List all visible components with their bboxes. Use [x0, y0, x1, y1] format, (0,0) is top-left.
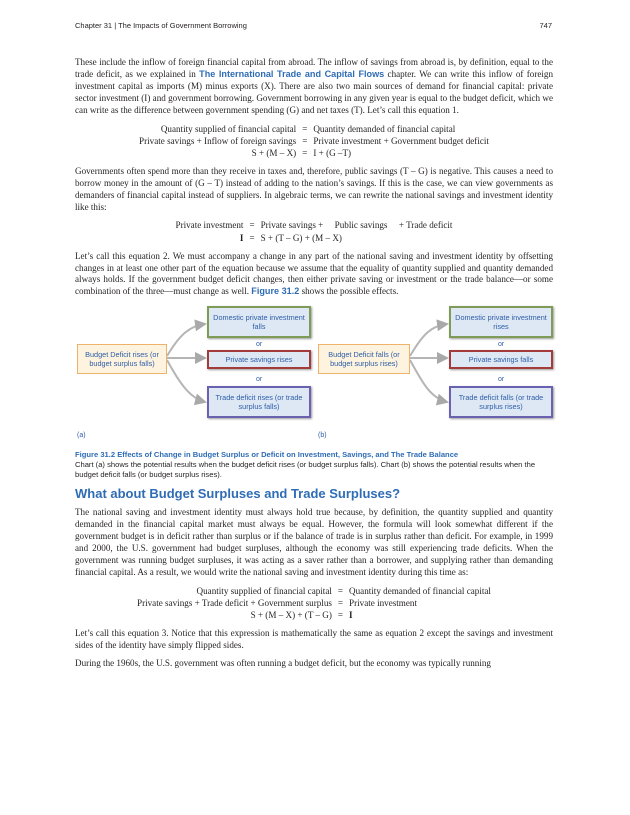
paragraph-3-text-end: shows the possible effects.: [299, 286, 399, 297]
arrow-to-top: [167, 324, 205, 356]
eq-sign: =: [337, 609, 344, 620]
investment-rises-box: Domestic private investment rises: [449, 306, 553, 338]
figure-31-2-link[interactable]: Figure 31.2: [251, 286, 300, 297]
trade-capital-flows-link[interactable]: The International Trade and Capital Flows: [199, 68, 385, 79]
paragraph-4: The national saving and investment identity must always hold true because, by definition, the quantity supplied and quantity demanded in the financial capital market must always be equal. However, the formula will look somewhat different if the government budget is in deficit rather than surplus or if the balance of trade is in surplus rather than deficit. For example, in 1999 and 2000, the U.S. government had budget surpluses, although the economy was still experiencing trade deficits. When the government was running budget surpluses, it was acting as a saver rather than a borrower, and supplying rather than demanding financial capital. As a result, we would write the national saving and investment identity during this time as:: [75, 507, 553, 577]
budget-deficit-falls-box: Budget Deficit falls (or budget surplus rises): [318, 344, 410, 374]
paragraph-3: [75, 251, 553, 299]
chapter-title: Chapter 31 | The Impacts of Government Borrowing: [75, 21, 247, 30]
eq-right: Private investment + Government budget deficit: [313, 135, 489, 146]
eq-sign: =: [302, 123, 308, 134]
investment-falls-box: Domestic private investment falls: [207, 306, 311, 338]
figure-caption-title: Figure 31.2 Effects of Change in Budget Surplus or Deficit on Investment, Savings, and The Trade Balance: [75, 450, 459, 460]
equation-row: [134, 585, 494, 597]
equation-row: [134, 597, 494, 609]
or-label: or: [256, 376, 263, 384]
private-savings-falls-box: Private savings falls: [449, 350, 553, 369]
paragraph-1: [75, 57, 553, 117]
equation-row: [173, 232, 456, 244]
eq-left: S + (M – X): [251, 147, 297, 158]
paragraph-1-text: These include the inflow of foreign financial capital from abroad. The inflow of savings from abroad is, by definition, equal to the trade deficit, as we explained in: [75, 57, 553, 79]
eq-right: I: [349, 609, 353, 620]
eq-left: I: [239, 232, 244, 243]
paragraph-3-text: Let’s call this equation 2. We must accompany a change in any part of the national saving and investment identity by offsetting changes in at least one other part of the equation because we assume that the equality of quantity supplied and quantity demanded always holds. If the government budget deficit changes, then either private saving or investment or the trade balance—or some combination of the three—must change as well.: [75, 250, 553, 297]
arrows-panel-b: [410, 324, 447, 402]
paragraph-5: Let’s call this equation 3. Notice that this expression is mathematically the same as equation 2 except the savings and investment sides of the identity have simply flipped sides.: [75, 627, 553, 650]
eq-left: Private savings + Trade deficit + Government surplus: [137, 597, 332, 608]
equation-row: [136, 135, 492, 147]
page-content: [75, 57, 553, 676]
eq-sign: =: [302, 135, 308, 146]
arrow-to-bot: [410, 360, 447, 402]
eq-right: Private investment: [349, 597, 417, 608]
eq-right: I + (G –T): [313, 147, 352, 158]
trade-deficit-falls-box: Trade deficit falls (or trade surplus rises): [449, 386, 553, 418]
eq-sign: =: [249, 232, 255, 243]
eq-sign: =: [337, 585, 344, 596]
arrow-to-bot: [167, 360, 205, 402]
private-savings-rises-box: Private savings rises: [207, 350, 311, 369]
paragraph-6: During the 1960s, the U.S. government was often running a budget deficit, but the economy was typically running: [75, 657, 491, 668]
equation-row: [136, 147, 492, 159]
eq-left: Quantity supplied of financial capital: [160, 123, 297, 134]
equation-row: [134, 609, 494, 621]
figure-caption-text: Chart (a) shows the potential results when the budget deficit rises (or budget surplus falls). Chart (b) shows the potential results when the budget deficit falls (or budget surplus rises).: [75, 460, 536, 480]
eq-left: Private investment: [175, 220, 244, 231]
equation-2: [173, 219, 456, 243]
equation-row: [173, 219, 456, 231]
or-label: or: [498, 341, 505, 349]
trade-deficit-rises-box: Trade deficit rises (or trade surplus falls): [207, 386, 311, 418]
panel-b-label: (b): [318, 432, 327, 440]
page-number: 747: [539, 21, 552, 30]
eq-sign: =: [337, 597, 344, 608]
arrows-panel-a: [167, 324, 205, 402]
equation-1: [136, 123, 492, 159]
figure-caption: [75, 450, 553, 480]
figure-31-2: [75, 304, 553, 444]
eq-right: S + (T – G) + (M – X): [260, 232, 342, 243]
or-label: or: [498, 376, 505, 384]
equation-3: [134, 585, 494, 621]
eq-left: S + (M – X) + (T – G): [250, 609, 332, 620]
eq-right: Quantity demanded of financial capital: [313, 123, 456, 134]
eq-sign: =: [249, 220, 255, 231]
eq-left: Quantity supplied of financial capital: [196, 585, 332, 596]
or-label: or: [256, 341, 263, 349]
equation-row: [136, 123, 492, 135]
panel-a-label: (a): [77, 432, 86, 440]
eq-right: Private savings + Public savings + Trade deficit: [260, 220, 453, 231]
eq-right: Quantity demanded of financial capital: [349, 585, 491, 596]
eq-sign: =: [302, 147, 308, 158]
paragraph-1-text-end: chapter. We can write this inflow of foreign investment capital as imports (M) minus exports (X). There are also two main sources of demand for financial capital: private sector investment (I) and government borrowing. Government borrowing in any given year is equal to the budget deficit, which we can write as the difference between government spending (G) and net taxes (T). Let’s call this equation 1.: [75, 68, 553, 115]
paragraph-2: Governments often spend more than they receive in taxes and, therefore, public savings (T – G) is negative. This causes a need to borrow money in the amount of (G – T) instead of adding to the nation’s savings. If this is the case, we can view governments as demanders of financial capital instead of suppliers. In algebraic terms, we can rewrite the national savings and investment identity like this:: [75, 165, 553, 212]
arrow-to-top: [410, 324, 447, 356]
page-header: [75, 21, 552, 30]
budget-deficit-rises-box: Budget Deficit rises (or budget surplus falls): [77, 344, 167, 374]
eq-left: Private savings + Inflow of foreign savings: [139, 135, 297, 146]
section-heading: What about Budget Surpluses and Trade Surpluses?: [75, 486, 401, 502]
